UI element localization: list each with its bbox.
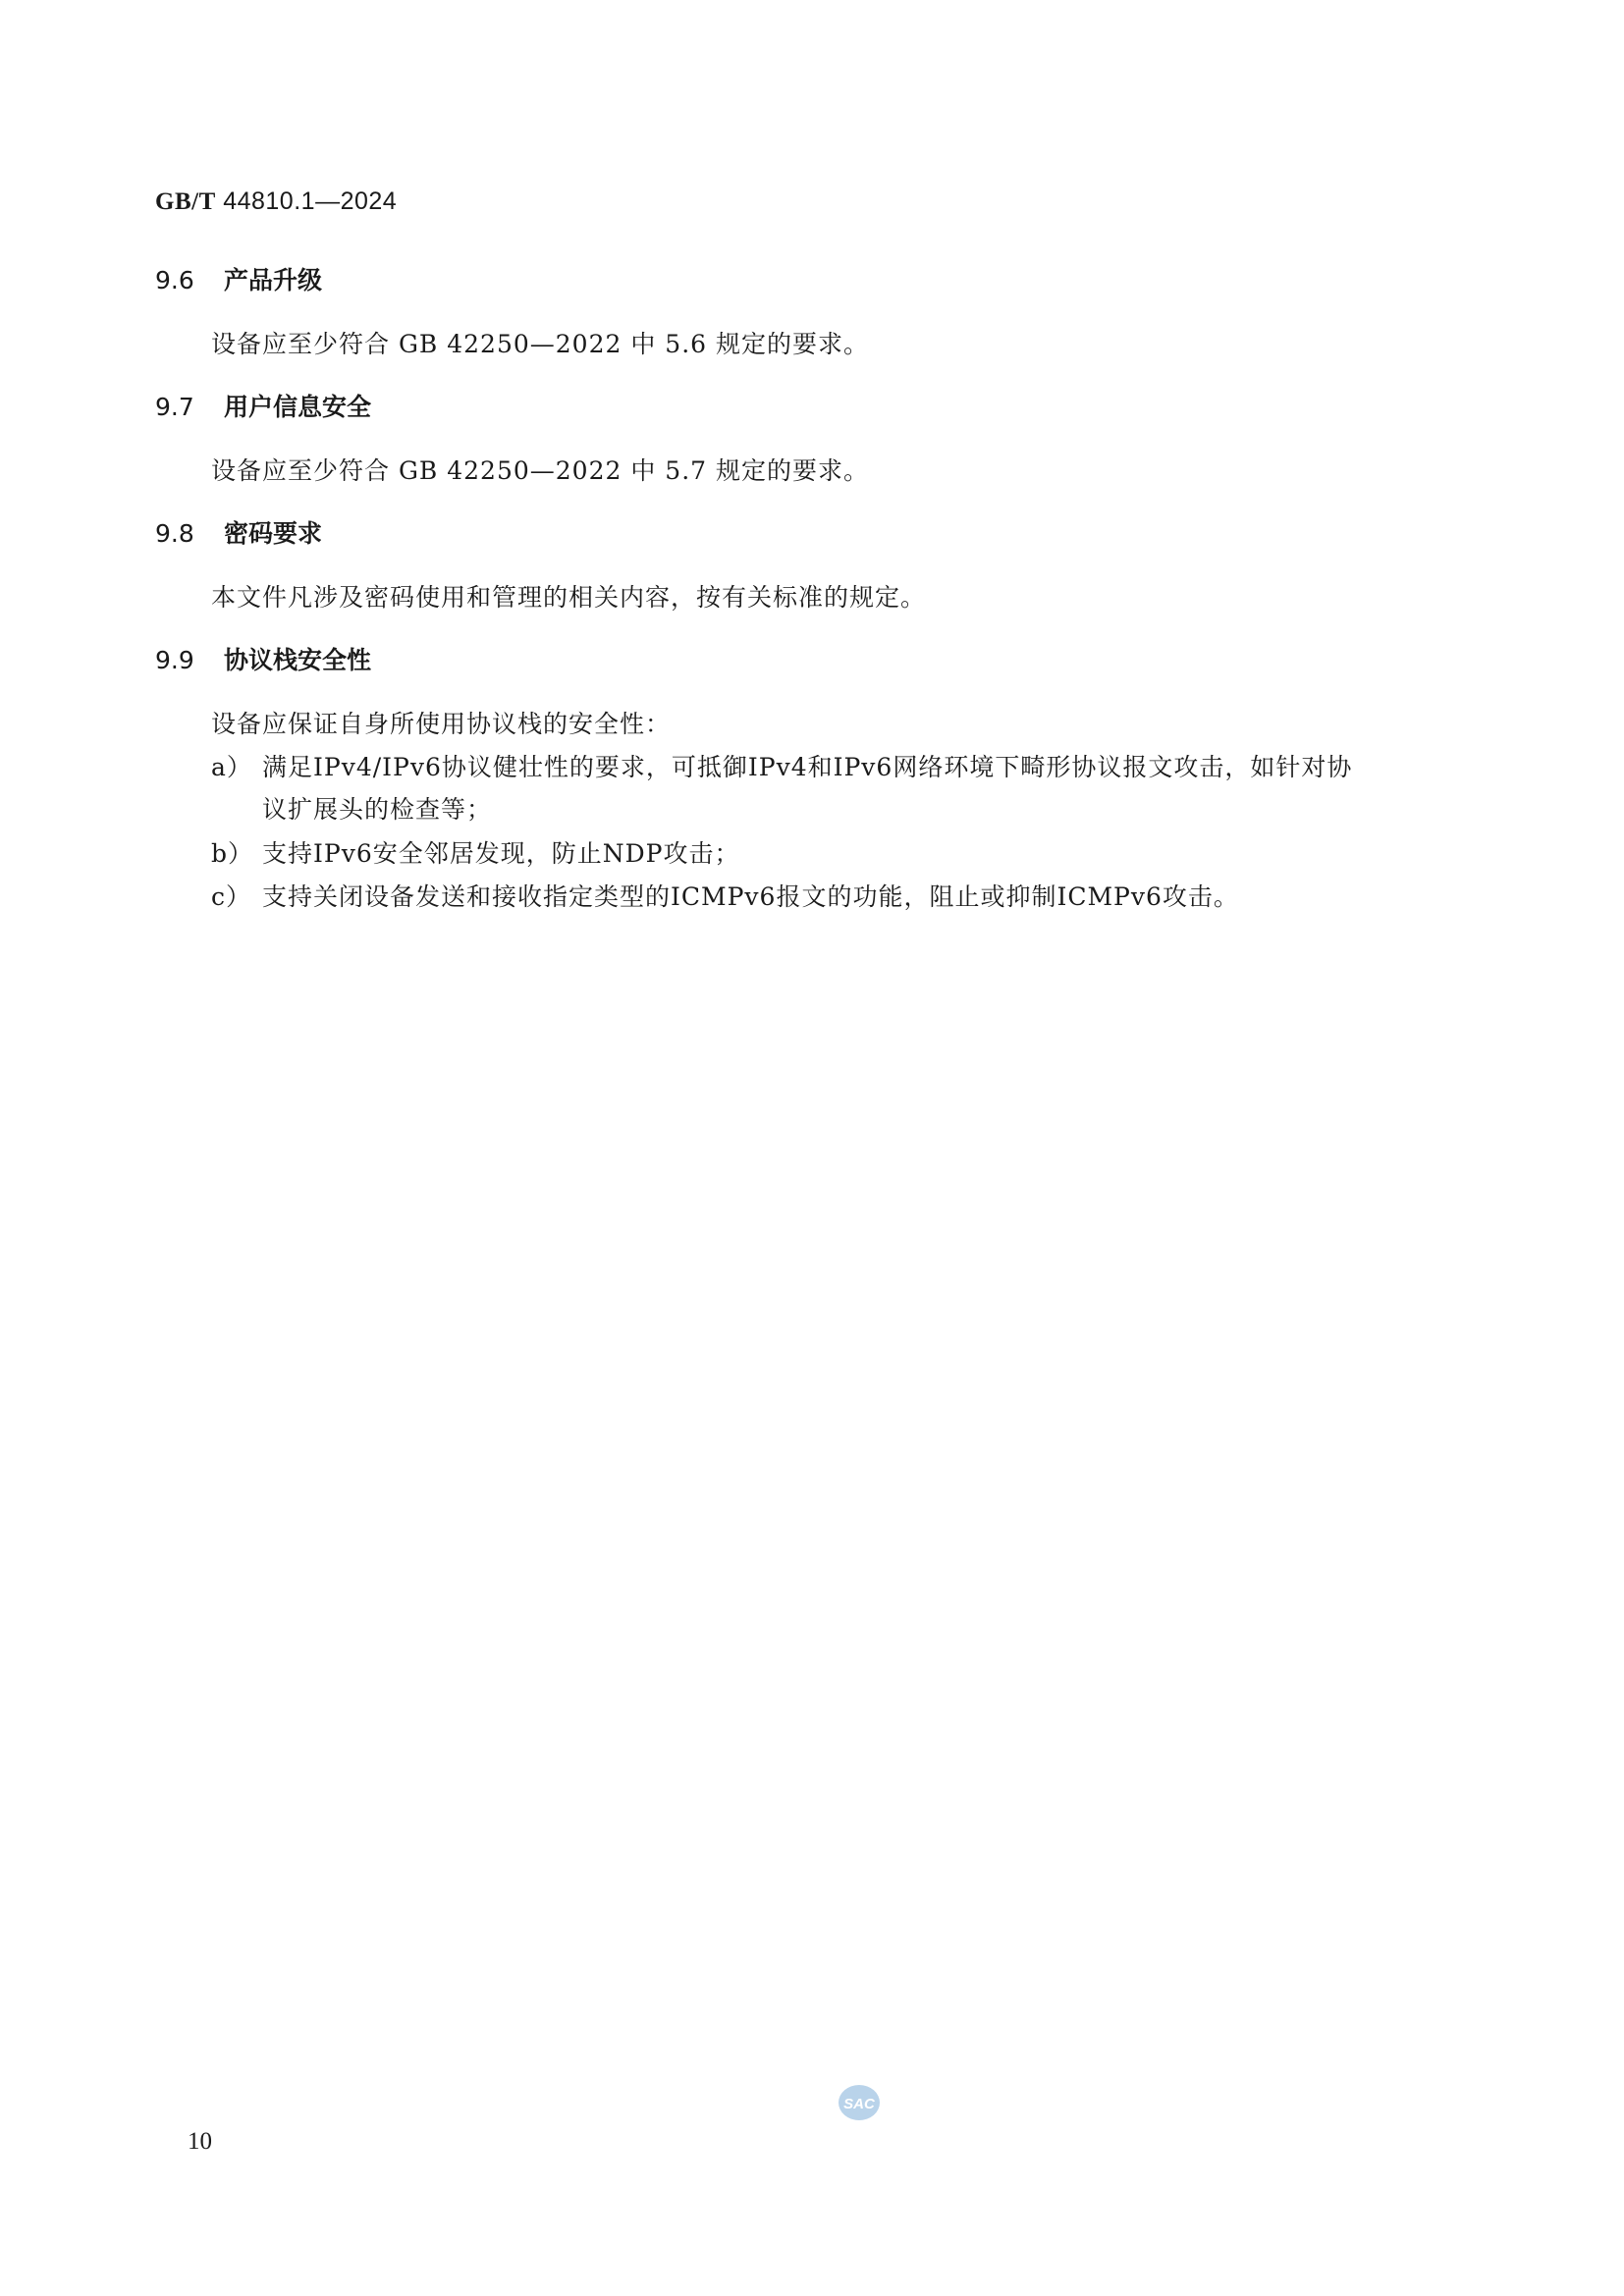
list-item-text: 支持IPv6安全邻居发现，防止NDP攻击；: [262, 839, 740, 868]
section-title: 密码要求: [224, 519, 323, 548]
list-marker: b）: [211, 839, 254, 868]
page-number: 10: [188, 2128, 212, 2155]
section-heading-9-8: [155, 514, 322, 550]
standard-code: GB/T: [155, 188, 216, 215]
list-item-b: [211, 834, 739, 870]
list-marker: a）: [211, 753, 252, 781]
section-body-9-9: 设备应保证自身所使用协议栈的安全性：: [211, 710, 672, 738]
list-item-a: [211, 748, 1352, 783]
section-heading-9-6: [155, 261, 322, 296]
section-title: 产品升级: [224, 266, 323, 294]
section-number: 9.7: [155, 393, 194, 421]
section-title: 协议栈安全性: [224, 646, 372, 674]
list-marker: c）: [211, 882, 252, 911]
sac-logo-icon: [837, 2083, 882, 2122]
list-item-text: 支持关闭设备发送和接收指定类型的ICMPv6报文的功能，阻止或抑制ICMPv6攻击。: [262, 882, 1239, 911]
section-heading-9-7: [155, 388, 371, 423]
section-heading-9-9: [155, 641, 371, 676]
sac-logo-text: SAC: [843, 2096, 875, 2112]
section-number: 9.6: [155, 266, 194, 294]
section-body-9-6: 设备应至少符合 GB 42250—2022 中 5.6 规定的要求。: [211, 330, 869, 358]
list-item-text: 满足IPv4/IPv6协议健壮性的要求，可抵御IPv4和IPv6网络环境下畸形协议报文攻击，如针对协: [262, 753, 1353, 781]
document-header: [155, 187, 397, 216]
list-item-c: [211, 878, 1239, 913]
section-body-9-8: 本文件凡涉及密码使用和管理的相关内容，按有关标准的规定。: [211, 583, 927, 612]
section-body-9-7: 设备应至少符合 GB 42250—2022 中 5.7 规定的要求。: [211, 456, 869, 485]
section-number: 9.9: [155, 646, 194, 674]
section-number: 9.8: [155, 519, 194, 548]
standard-number: 44810.1—2024: [215, 187, 398, 215]
list-item-a-continuation: 议扩展头的检查等；: [262, 795, 493, 824]
section-title: 用户信息安全: [224, 393, 372, 421]
